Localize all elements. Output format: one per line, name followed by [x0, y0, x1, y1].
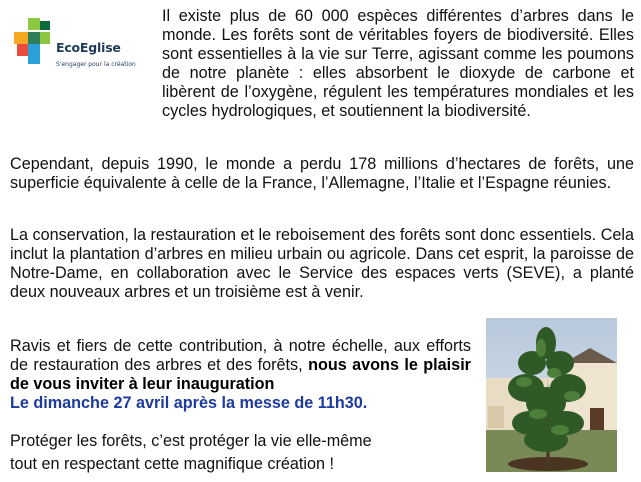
invitation-paragraph: [10, 337, 471, 413]
conservation-paragraph: La conservation, la restauration et le reboisement des forêts sont donc essentiels. Cela inclut la plantation d’arbres en milieu urbain ou agricole. Dans cet esprit, la paroisse de Notre-Dame, en collaboration avec le Service des espaces verts (SEVE), a planté deux nouveaux arbres et un troisième est à venir.: [10, 226, 634, 301]
planted-tree-illustration: [486, 318, 617, 472]
closing-paragraph: [10, 430, 480, 476]
intro-text: Il existe plus de 60 000 espèces différentes d’arbres dans le monde. Les forêts sont de véritables foyers de biodiversité. Elles sont essentielles à la vie sur Terre, agissant comme les poumons de notre planète : elles absorbent le dioxyde de carbone et libèrent de l’oxygène, régulent les températures mondiales et les cycles hydrologiques, et soutiennent la biodiversité.: [162, 7, 634, 120]
closing-line-2: tout en respectant cette magnifique création !: [10, 455, 334, 473]
tree-photo: [486, 318, 617, 472]
event-date: Le dimanche 27 avril après la messe de 11h30.: [10, 394, 368, 412]
deforestation-paragraph: Cependant, depuis 1990, le monde a perdu 178 millions d’hectares de forêts, une superficie équivalente à celle de la France, l’Allemagne, l’Italie et l’Espagne réunies.: [10, 155, 634, 192]
intro-paragraph: [10, 7, 634, 121]
closing-line-1: Protéger les forêts, c’est protéger la vie elle-même: [10, 432, 372, 450]
logo-brand-name: EcoEglise: [56, 40, 121, 55]
logo-tagline: S'engager pour la création: [56, 61, 136, 68]
invitation-highlight: nous avons le plaisir de vous inviter à leur inauguration: [10, 356, 471, 393]
invitation-lead: Ravis et fiers de cette contribution, à notre échelle, aux efforts de restauration des arbres et des forêts,: [10, 337, 471, 374]
